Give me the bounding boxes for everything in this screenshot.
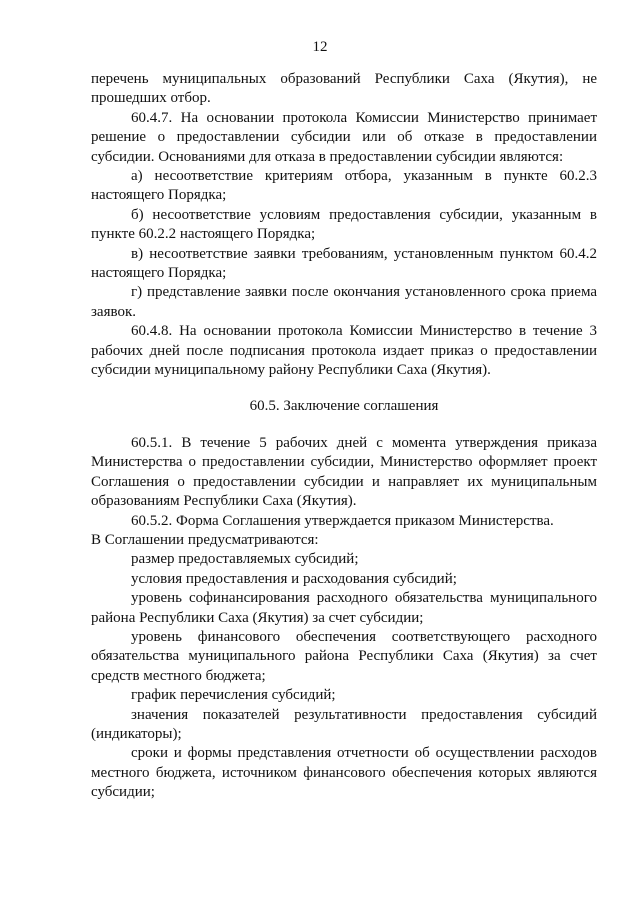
list-item-cofinancing-level: уровень софинансирования расходного обязательства муниципального района Республики Саха (Якутия) за счет субсидии;	[91, 590, 597, 626]
paragraph-reason-g: г) представление заявки после окончания установленного срока приема заявок.	[91, 284, 597, 320]
list-item-financial-support-level: уровень финансового обеспечения соответствующего расходного обязательства муниципального района Республики Саха (Якутия) за счет средств местного бюджета;	[91, 628, 597, 684]
section-heading: 60.5. Заключение соглашения	[249, 397, 439, 414]
paragraph-60-4-8: 60.4.8. На основании протокола Комиссии Министерство в течение 3 рабочих дней после подписания протокола издает приказ о предоставлении субсидии муниципальному району Республики Саха (Якутия).	[91, 323, 597, 379]
list-item-reporting-terms: сроки и формы представления отчетности об осуществлении расходов местного бюджета, источником финансового обеспечения которых являются субсидии;	[91, 745, 597, 801]
paragraph-60-5-1: 60.5.1. В течение 5 рабочих дней с момента утверждения приказа Министерства о предоставлении субсидии, Министерство оформляет проект Соглашения о предоставлении субсидии и направляет их муниципальным образованиям Республики Саха (Якутия).	[91, 434, 597, 510]
paragraph-agreement-provisions: В Соглашении предусматриваются:	[91, 531, 319, 548]
paragraph-60-5-2: 60.5.2. Форма Соглашения утверждается приказом Министерства.	[131, 512, 554, 529]
list-item-subsidy-size: размер предоставляемых субсидий;	[131, 551, 359, 568]
page-number: 12	[312, 39, 328, 55]
paragraph-reason-a: а) несоответствие критериям отбора, указанным в пункте 60.2.3 настоящего Порядка;	[91, 168, 597, 204]
document-body	[91, 70, 597, 803]
paragraph-municipal-list: перечень муниципальных образований Республики Саха (Якутия), не прошедших отбор.	[91, 71, 597, 107]
paragraph-60-4-7: 60.4.7. На основании протокола Комиссии Министерство принимает решение о предоставлении субсидии или об отказе в предоставлении субсидии. Основаниями для отказа в предоставлении субсидии являются:	[91, 109, 597, 165]
list-item-transfer-schedule: график перечисления субсидий;	[131, 687, 336, 704]
paragraph-reason-v: в) несоответствие заявки требованиям, установленным пунктом 60.4.2 настоящего Порядка;	[91, 245, 597, 282]
paragraph-reason-b: б) несоответствие условиям предоставления субсидии, указанным в пункте 60.2.2 настоящего Порядка;	[91, 206, 597, 243]
list-item-performance-indicators: значения показателей результативности предоставления субсидий (индикаторы);	[91, 706, 597, 742]
list-item-conditions: условия предоставления и расходования субсидий;	[131, 570, 457, 587]
